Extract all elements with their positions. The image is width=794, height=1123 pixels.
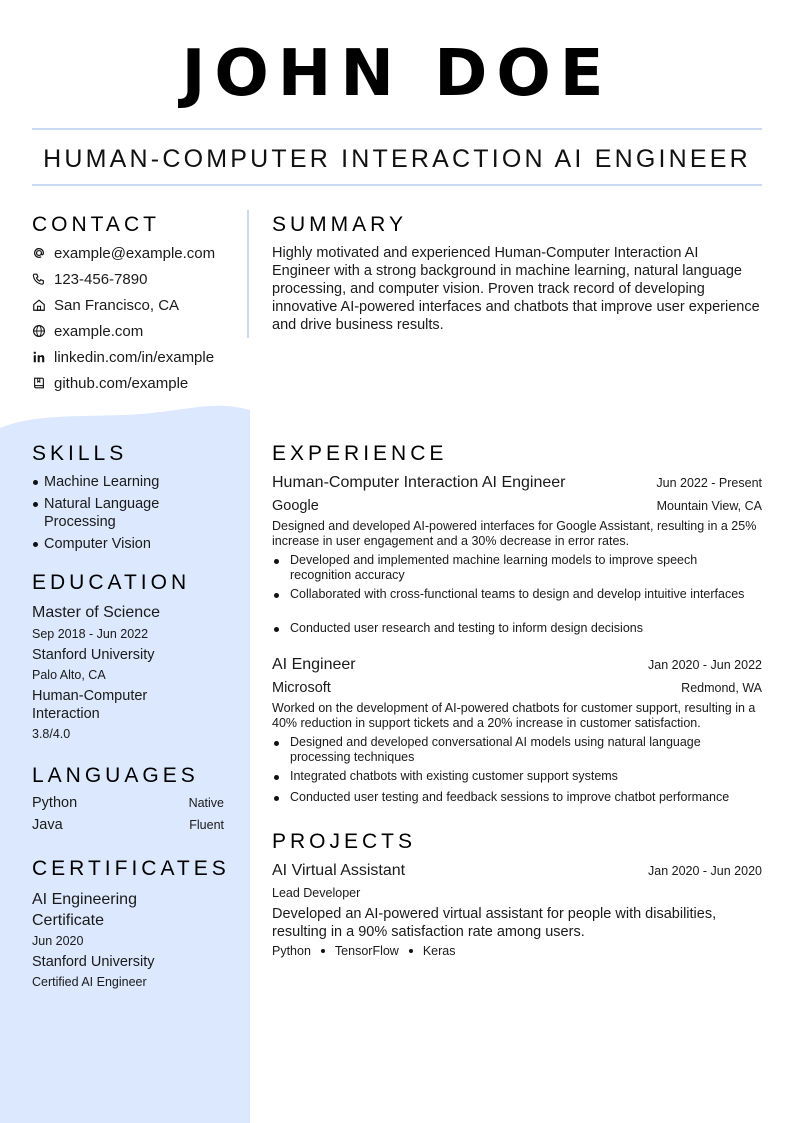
skill-item: Natural Language Processing [32, 495, 202, 531]
column-divider [247, 210, 249, 338]
contact-title: CONTACT [32, 213, 160, 236]
project-dates: Jan 2020 - Jun 2020 [648, 864, 762, 878]
languages-title: LANGUAGES [32, 764, 199, 787]
home-icon [32, 298, 46, 312]
experience-title: EXPERIENCE [272, 442, 448, 465]
summary-text: Highly motivated and experienced Human-Computer Interaction AI Engineer with a strong background in machine learning, natural language processing, and computer vision. Proven track record of developing innovative AI-powered interfaces and chatbots that improve user experience and drive business results. [272, 245, 760, 333]
language-name: Python [32, 795, 78, 811]
contact-github-text: github.com/example [54, 374, 189, 392]
certificate-date: Jun 2020 [32, 934, 84, 948]
job-company: Microsoft [272, 680, 331, 696]
summary-title: SUMMARY [272, 213, 407, 236]
projects-title: PROJECTS [272, 830, 417, 853]
contact-linkedin-text: linkedin.com/in/example [54, 348, 215, 366]
education-field: Human-Computer Interaction [32, 688, 148, 722]
contact-location [32, 294, 179, 316]
globe-icon [32, 324, 46, 338]
job-dates: Jun 2022 - Present [656, 476, 762, 490]
contact-website[interactable] [32, 320, 143, 342]
job-bullet: Integrated chatbots with existing customer support systems [272, 769, 752, 784]
project-name: AI Virtual Assistant [272, 862, 406, 879]
contact-linkedin[interactable] [32, 346, 214, 368]
skills-title: SKILLS [32, 442, 128, 465]
job-bullet: Collaborated with cross-functional teams to design and develop intuitive interfaces [272, 587, 752, 602]
job-description: Designed and developed AI-powered interfaces for Google Assistant, resulting in a 25% increase in user engagement and a 30% decrease in error rates. [272, 519, 757, 548]
job-bullet: Developed and implemented machine learning models to improve speech recognition accuracy [272, 553, 752, 583]
header-top-rule [32, 128, 762, 130]
job-bullet: Conducted user testing and feedback sessions to improve chatbot performance [272, 790, 752, 805]
certificates-title: CERTIFICATES [32, 857, 230, 880]
job-location: Redmond, WA [681, 681, 762, 695]
linkedin-icon [32, 350, 46, 364]
resume-name: JOHN DOE [181, 37, 613, 111]
job-company-row [272, 498, 762, 514]
education-degree: Master of Science [32, 604, 161, 621]
project-tech: TensorFlow [334, 944, 399, 958]
education-school: Stanford University [32, 647, 155, 663]
language-name: Java [32, 817, 63, 833]
github-icon [32, 376, 46, 390]
project-description: Developed an AI-powered virtual assistant for people with disabilities, resulting in a 90% satisfaction rate among users. [272, 906, 717, 940]
education-dates: Sep 2018 - Jun 2022 [32, 627, 149, 641]
contact-github[interactable] [32, 372, 188, 394]
resume-role: HUMAN-COMPUTER INTERACTION AI ENGINEER [43, 145, 751, 173]
skill-item: Machine Learning [32, 473, 232, 491]
contact-location-text: San Francisco, CA [54, 296, 180, 314]
language-row [32, 795, 224, 811]
job-title: AI Engineer [272, 656, 356, 673]
education-title: EDUCATION [32, 571, 191, 594]
contact-phone-text: 123-456-7890 [54, 270, 148, 288]
job-dates: Jan 2020 - Jun 2022 [648, 658, 762, 672]
contact-website-text: example.com [54, 322, 144, 340]
project-tech-list [272, 944, 456, 958]
header-bottom-rule [32, 184, 762, 186]
project-tech: Python [272, 944, 311, 958]
at-icon [32, 246, 46, 260]
language-row [32, 817, 224, 833]
job-bullet: Conducted user research and testing to inform design decisions [272, 621, 752, 636]
job-header [272, 656, 762, 674]
skill-item: Computer Vision [32, 535, 232, 553]
project-tech: Keras [422, 944, 456, 958]
contact-email[interactable] [32, 242, 215, 264]
contact-email-text: example@example.com [54, 244, 216, 262]
certificate-issuer: Stanford University [32, 954, 155, 970]
job-description: Worked on the development of AI-powered chatbots for customer support, resulting in a 40% reduction in support tickets and a 20% increase in customer satisfaction. [272, 701, 756, 730]
education-gpa: 3.8/4.0 [32, 727, 71, 741]
project-role: Lead Developer [272, 886, 361, 900]
job-company-row [272, 680, 762, 696]
language-level: Native [188, 796, 224, 810]
job-title: Human-Computer Interaction AI Engineer [272, 474, 566, 491]
contact-phone[interactable] [32, 268, 147, 290]
certificate-name: AI Engineering Certificate [32, 891, 137, 929]
certificate-note: Certified AI Engineer [32, 975, 147, 989]
education-location: Palo Alto, CA [32, 668, 106, 682]
project-header [272, 862, 762, 880]
separator-dot [321, 949, 325, 953]
separator-dot [409, 949, 413, 953]
job-location: Mountain View, CA [656, 499, 762, 513]
phone-icon [32, 272, 46, 286]
job-company: Google [272, 498, 319, 514]
job-header [272, 474, 762, 492]
language-level: Fluent [189, 818, 224, 832]
job-bullet: Designed and developed conversational AI models using natural language processing techniques [272, 735, 752, 765]
